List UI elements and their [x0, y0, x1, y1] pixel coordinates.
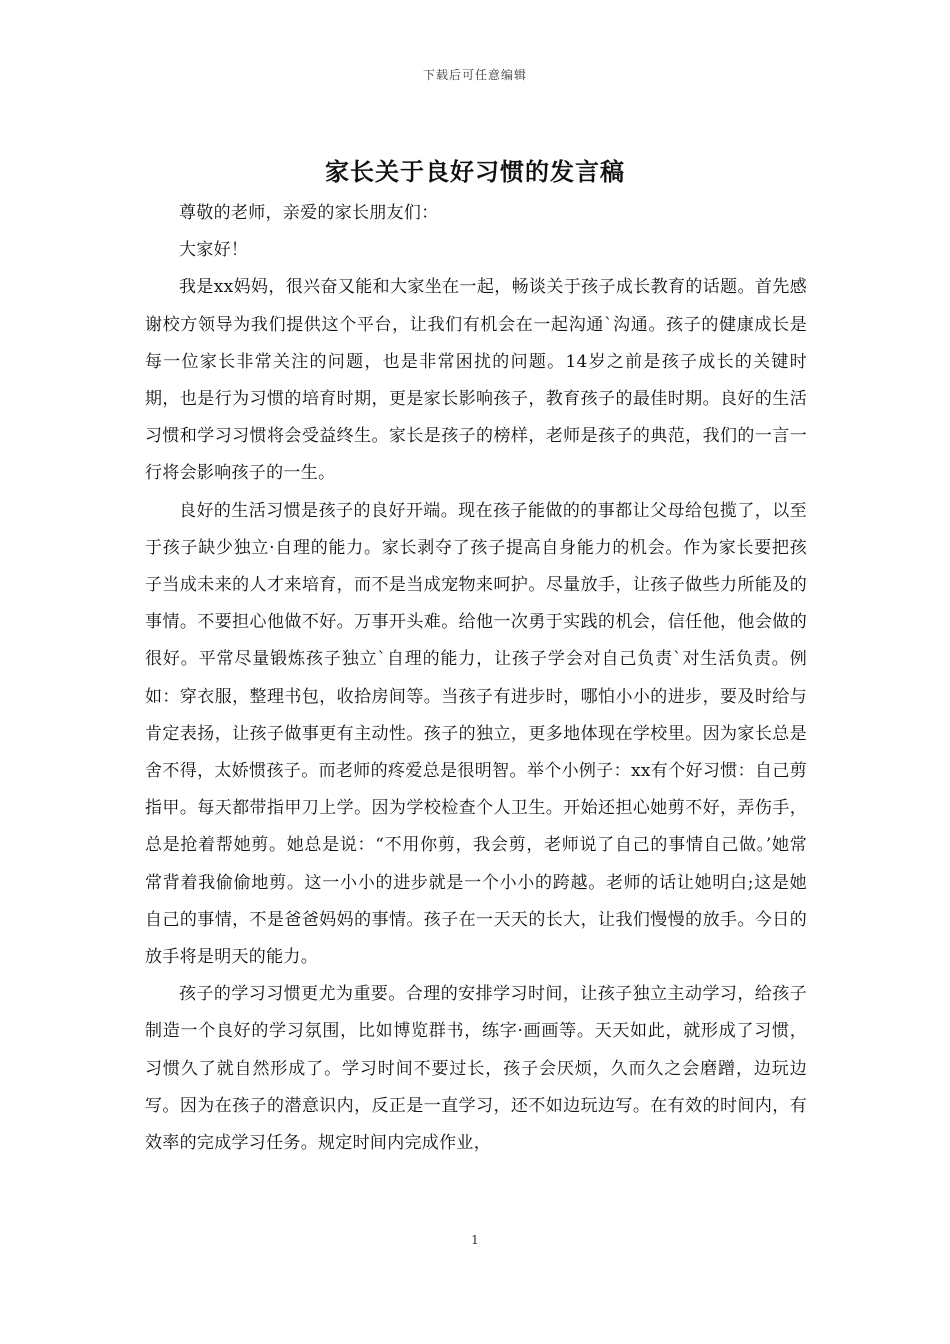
salutation-paragraph: 尊敬的老师，亲爱的家长朋友们： [179, 203, 439, 223]
page-number: 1 [471, 1233, 479, 1247]
document-body [145, 195, 807, 1162]
body-paragraph-study-habits: 孩子的学习习惯更尤为重要。合理的安排学习时间，让孩子独立主动学习，给孩子制造一个良好的学习氛围，比如博览群书，练字·画画等。天天如此，就形成了习惯，习惯久了就自然形成了。学习时间不要过长，孩子会厌烦，久而久之会磨蹭，边玩边写。因为在孩子的潜意识内，反正是一直学习，还不如边玩边写。在有效的时间内，有效率的完成学习任务。规定时间内完成作业， [145, 984, 807, 1154]
page-header-note: 下载后可任意编辑 [422, 68, 527, 82]
body-paragraph-living-habits: 良好的生活习惯是孩子的良好开端。现在孩子能做的的事都让父母给包揽了，以至于孩子缺少独立·自理的能力。家长剥夺了孩子提高自身能力的机会。作为家长要把孩子当成未来的人才来培育，而不是当成宠物来呵护。尽量放手，让孩子做些力所能及的事情。不要担心他做不好。万事开头难。给他一次勇于实践的机会，信任他，他会做的很好。平常尽量锻炼孩子独立`自理的能力，让孩子学会对自己负责`对生活负责。例如：穿衣服，整理书包，收拾房间等。当孩子有进步时，哪怕小小的进步，要及时给与肯定表扬，让孩子做事更有主动性。孩子的独立，更多地体现在学校里。因为家长总是舍不得，太娇惯孩子。而老师的疼爱总是很明智。举个小例子：xx有个好习惯：自己剪指甲。每天都带指甲刀上学。因为学校检查个人卫生。开始还担心她剪不好，弄伤手，总是抢着帮她剪。她总是说：“不用你剪，我会剪，老师说了自己的事情自己做。’她常常背着我偷偷地剪。这一小小的进步就是一个小小的跨越。老师的话让她明白;这是她自己的事情，不是爸爸妈妈的事情。孩子在一天天的长大，让我们慢慢的放手。今日的放手将是明天的能力。 [145, 500, 807, 968]
document-title: 家长关于良好习惯的发言稿 [325, 157, 625, 186]
body-paragraph-intro: 我是xx妈妈，很兴奋又能和大家坐在一起，畅谈关于孩子成长教育的话题。首先感谢校方领导为我们提供这个平台，让我们有机会在一起沟通`沟通。孩子的健康成长是每一位家长非常关注的问题，也是非常困扰的问题。14岁之前是孩子成长的关键时期，也是行为习惯的培育时期，更是家长影响孩子，教育孩子的最佳时期。良好的生活习惯和学习习惯将会受益终生。家长是孩子的榜样，老师是孩子的典范，我们的一言一行将会影响孩子的一生。 [145, 277, 807, 484]
greeting-paragraph: 大家好！ [179, 240, 249, 261]
